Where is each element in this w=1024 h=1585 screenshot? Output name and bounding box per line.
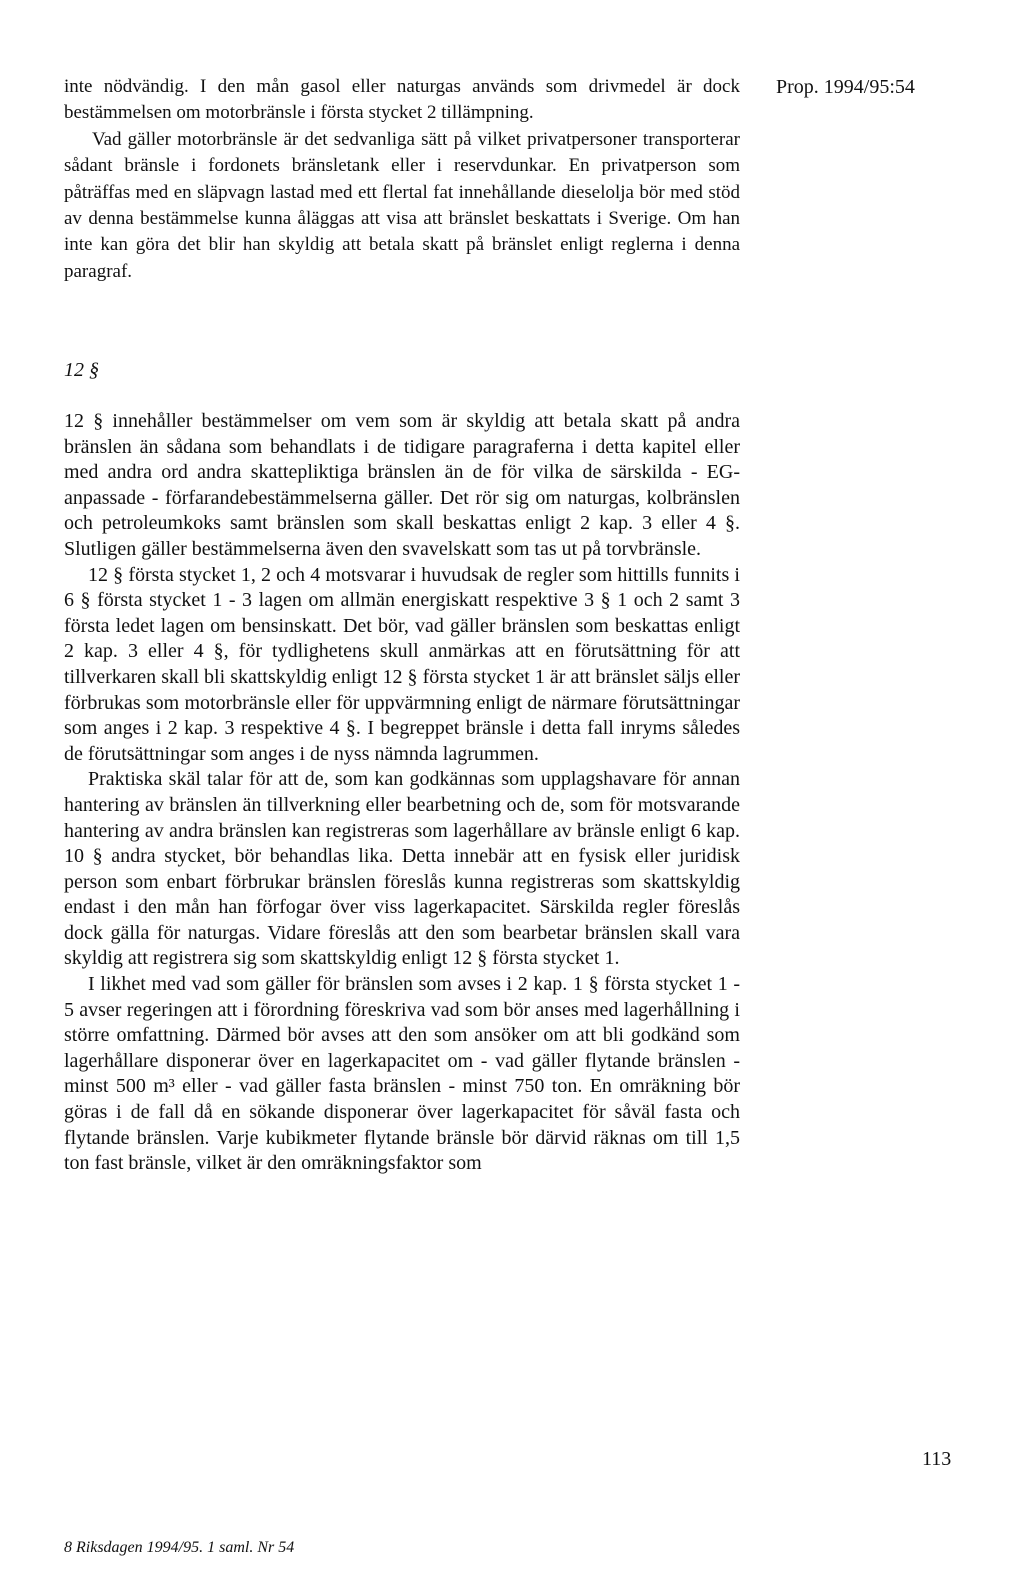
body-paragraph: 12 § innehåller bestämmelser om vem som är skyldig att betala skatt på andra bränslen än sådana som behandlats i de tidigare paragraferna i detta kapitel eller med andra ord andra skattepliktiga bränslen än de för vilka de särskilda - EG-anpassade - förfarandebestämmelserna gäller. Det rör sig om naturgas, kolbränslen och petroleumkoks samt bränslen som skall beskattas enligt 2 kap. 3 eller 4 §. Slutligen gäller bestämmelserna även den svavelskatt som tas ut på torvbränsle. [64, 410, 740, 560]
section-heading: 12 § [64, 359, 99, 381]
proposition-reference: Prop. 1994/95:54 [776, 76, 915, 98]
intro-text [64, 74, 740, 285]
body-paragraph: I likhet med vad som gäller för bränslen som avses i 2 kap. 1 § första stycket 1 - 5 avser regeringen att i förordning föreskriva vad som bör anses med lagerhållning i större omfattning. Därmed bör avses att den som ansöker om att bli godkänd som lagerhållare disponerar över en lagerkapacitet om - vad gäller flytande bränslen - minst 500 m³ eller - vad gäller fasta bränslen - minst 750 ton. En omräkning bör göras i de fall då en sökande disponerar över lagerkapacitet för såväl fasta och flytande bränslen. Varje kubikmeter flytande bränsle bör därvid räknas om till 1,5 ton fast bränsle, vilket är den omräkningsfaktor som [64, 973, 740, 1175]
body-paragraph: Praktiska skäl talar för att de, som kan godkännas som upplagshavare för annan hantering av bränslen än tillverkning eller bearbetning och de, som för motsvarande hantering av andra bränslen kan registreras som lagerhållare av bränsle enligt 6 kap. 10 § andra stycket, bör behandlas lika. Detta innebär att en fysisk eller juridisk person som enbart förbrukar bränslen föreslås kunna registreras som skattskyldig endast i den mån han förfogar över viss lagerkapacitet. Särskilda regler föreslås dock gälla för naturgas. Vidare föreslås att den som bearbetar bränslen skall vara skyldig att registrera sig som skattskyldig enligt 12 § första stycket 1. [64, 768, 740, 970]
page-number: 113 [922, 1448, 952, 1470]
footer-signature: 8 Riksdagen 1994/95. 1 saml. Nr 54 [64, 1539, 295, 1556]
intro-paragraph: Vad gäller motorbränsle är det sedvanliga sätt på vilket privatpersoner transporterar sådant bränsle i fordonets bränsletank eller i reservdunkar. En privatperson som påträffas med en släpvagn lastad med ett flertal fat innehållande dieselolja bör med stöd av denna bestämmelse kunna åläggas att visa att bränslet beskattats i Sverige. Om han inte kan göra det blir han skyldig att betala skatt på bränslet enligt reglerna i denna paragraf. [64, 128, 740, 282]
body-paragraph: 12 § första stycket 1, 2 och 4 motsvarar i huvudsak de regler som hittills funnits i 6 § första stycket 1 - 3 lagen om allmän energiskatt respektive 3 § 1 och 2 samt 3 första ledet lagen om bensinskatt. Det bör, vad gäller bränslen som beskattas enligt 2 kap. 3 eller 4 §, för tydlighetens skull anmärkas att en förutsättning för att tillverkaren skall bli skattskyldig enligt 12 § första stycket 1 är att bränslet säljs eller förbrukas som motorbränsle eller för uppvärmning enligt de närmare förutsättningar som anges i 2 kap. 3 respektive 4 §. I begreppet bränsle i detta fall inryms således de förutsättningar som anges i de nyss nämnda lagrummen. [64, 563, 740, 765]
section-body [64, 409, 740, 1177]
intro-paragraph: inte nödvändig. I den mån gasol eller naturgas används som drivmedel är dock bestämmelsen om motorbränsle i första stycket 2 tillämpning. [64, 76, 740, 124]
